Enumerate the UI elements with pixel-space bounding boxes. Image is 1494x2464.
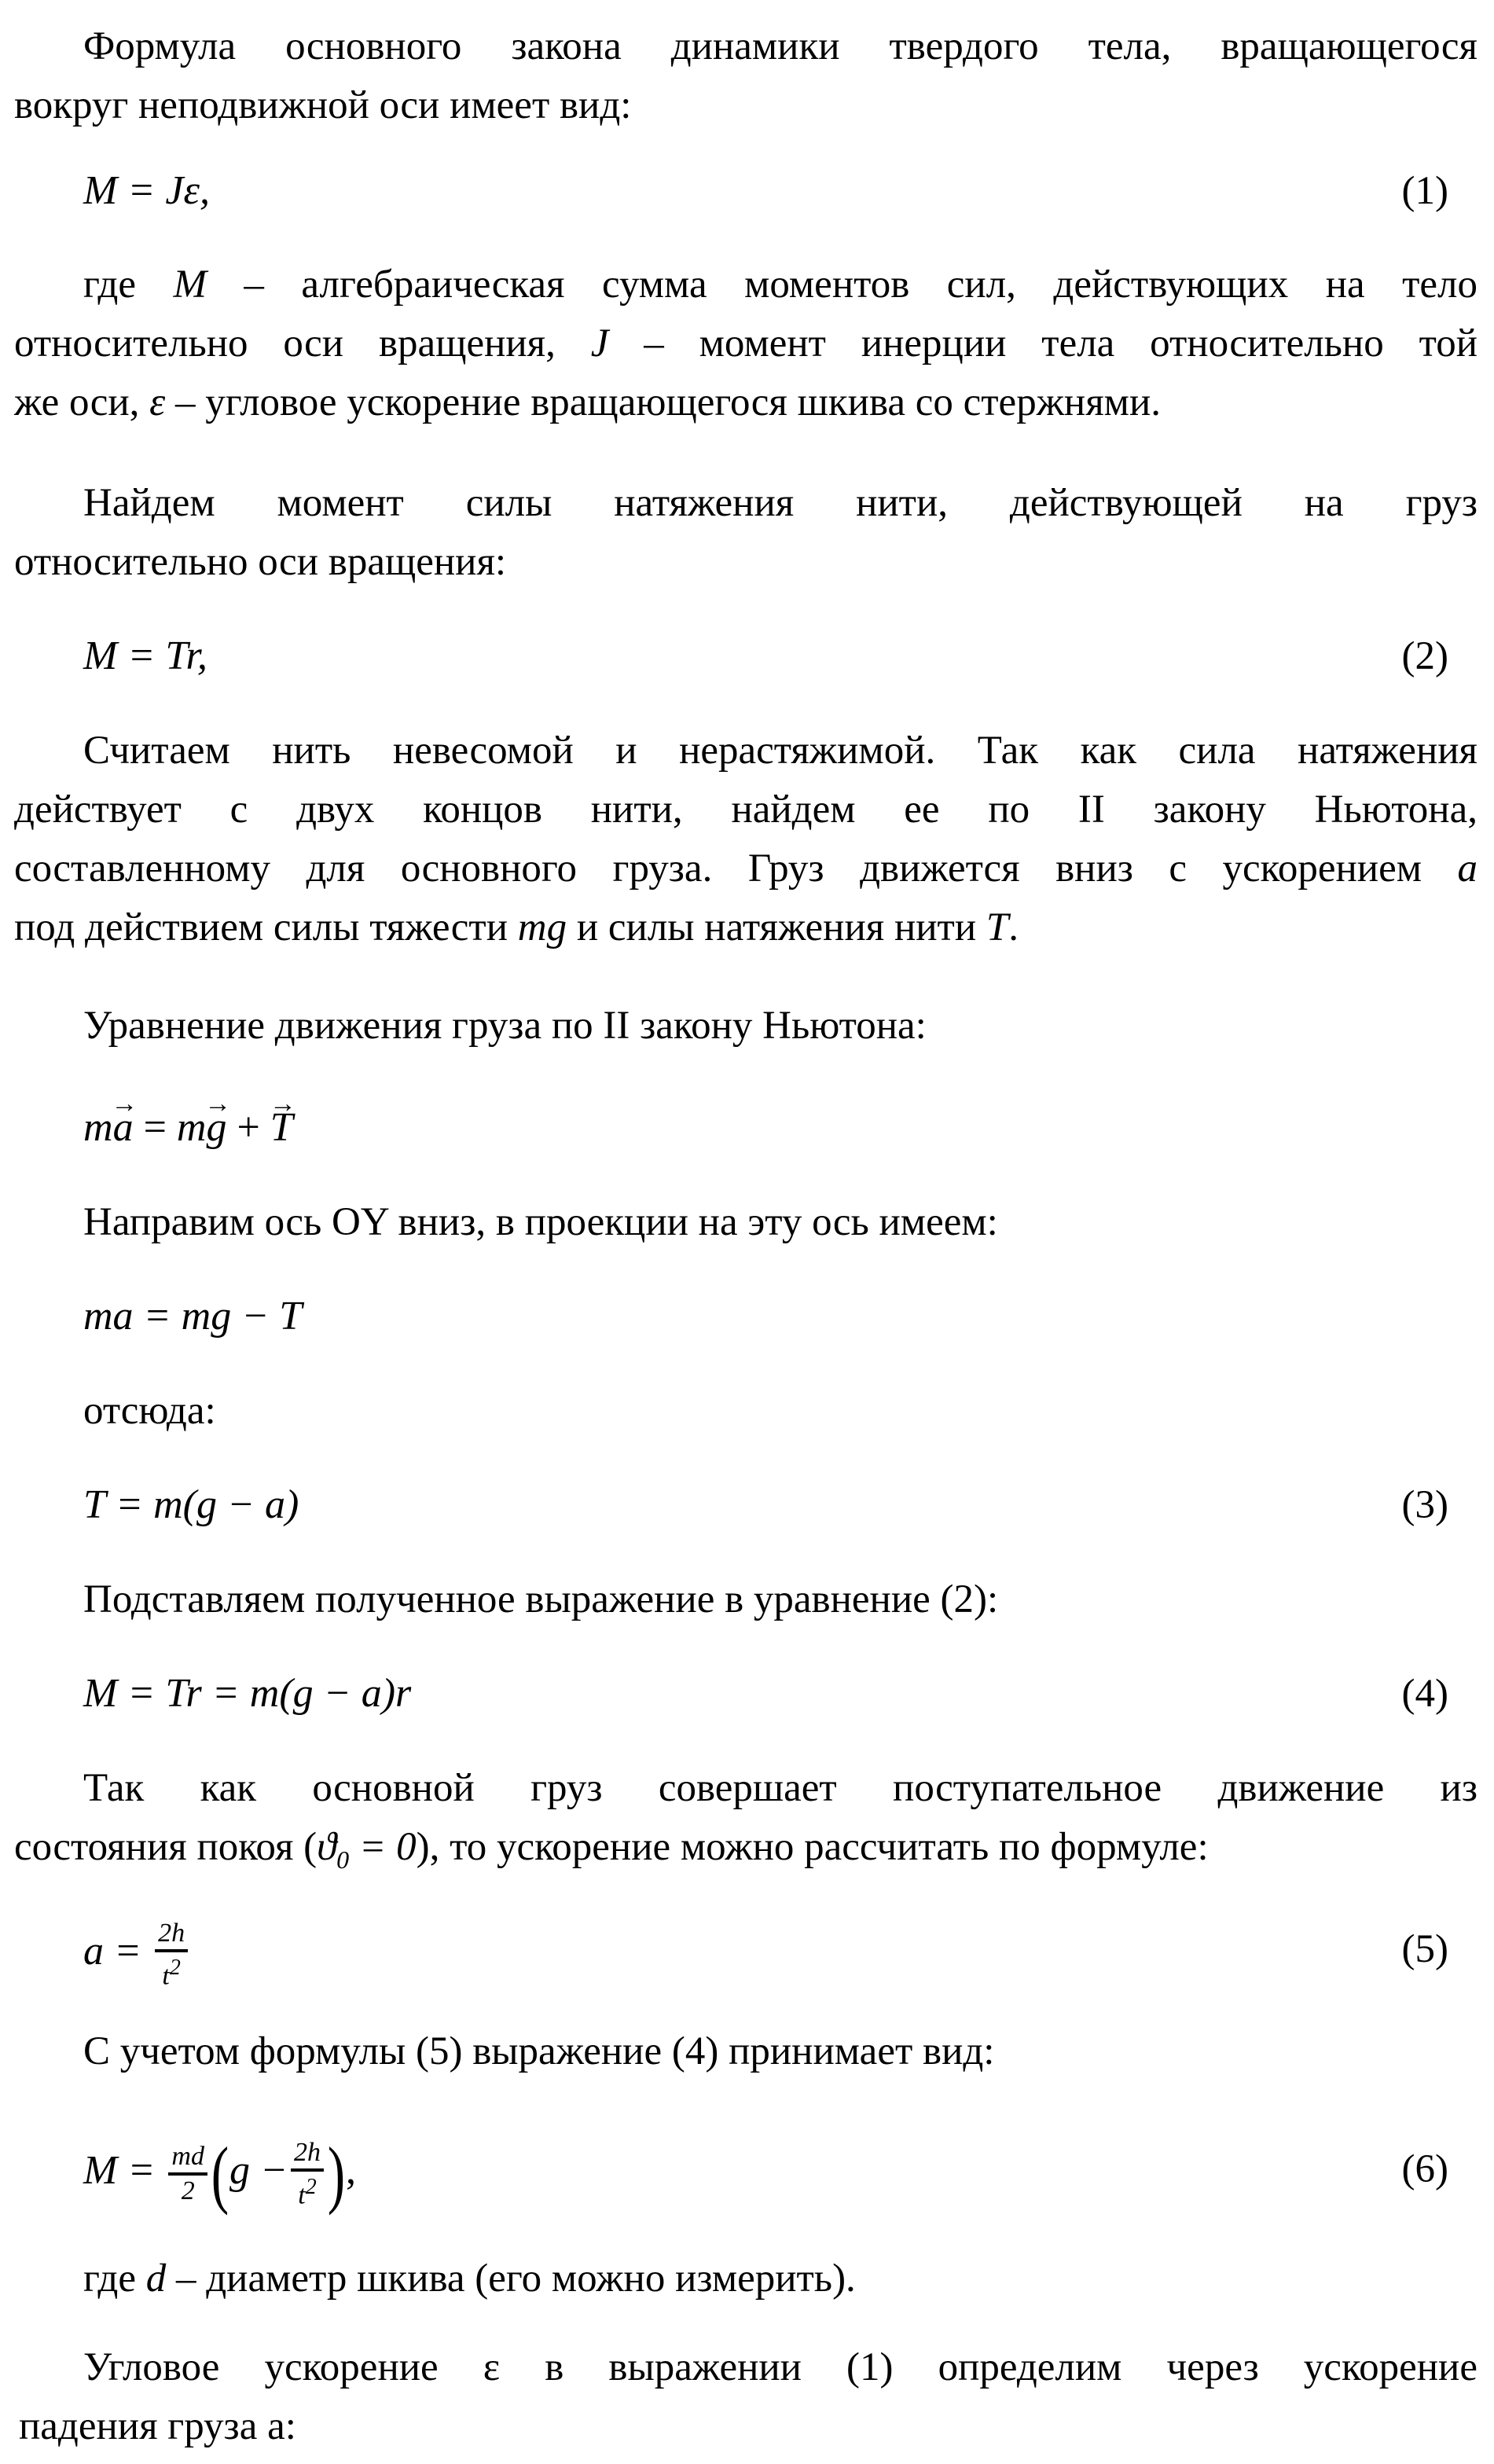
equation-number-2: (2) [1401,634,1448,678]
paragraph-hence [14,1382,1477,1441]
paragraph-substitute [14,1570,1477,1629]
text-line [14,373,1477,432]
text-line: Уравнение движения груза по II закону Ньютона: [83,1004,927,1048]
text-line: С учетом формулы (5) выражение (4) принимает вид: [83,2029,995,2073]
paragraph-acceleration [14,1759,1477,1877]
equation-number-3: (3) [1401,1483,1448,1527]
equation-lhs: a = [83,1929,152,1974]
variable-mg: mg [517,905,567,949]
text-span: . [1008,905,1019,949]
equation-number-5: (5) [1401,1927,1448,1971]
text-line [14,898,1477,957]
right-paren: ) [327,2132,346,2216]
variable-epsilon: ε [149,380,166,424]
paragraph-angular-acceleration [14,2338,1477,2456]
text-line: Так как основной груз совершает поступательное движение из [83,1766,1477,1810]
text-line: Формула основного закона динамики твердого тела, вращающегося [83,24,1477,68]
equation-number-6: (6) [1401,2147,1448,2191]
variable-a: a [1457,846,1477,890]
paragraph-intro [14,17,1477,135]
equation-projection: ma = mg − T [83,1294,303,1338]
text-span: t [298,2180,306,2210]
text-line: Направим ось OY вниз, в проекции на эту ось имеем: [83,1200,998,1244]
equation-3: T = m(g − a) [83,1482,299,1527]
equation-2: M = Tr, [83,633,207,678]
text-span: , [346,2148,356,2193]
plus-sign: + [226,1105,270,1150]
text-line [14,2249,1477,2308]
text-span: и силы натяжения нити [567,905,986,949]
variable-d: d [145,2257,167,2301]
equation-4: M = Tr = m(g − a)r [83,1671,412,1716]
variable-theta: ϑ [317,1825,337,1869]
text-line: относительно оси вращения: [14,540,507,584]
text-span: ), то ускорение можно рассчитать по формуле: [416,1825,1209,1869]
vector-a: → a [113,1100,134,1155]
equation-number-1: (1) [1401,169,1448,213]
text-span: под действием силы тяжести [14,905,518,949]
text-span: – алгебраическая сумма моментов сил, действующих на тело [206,263,1477,307]
paragraph-newton [14,997,1477,1056]
fraction-denominator: 2 [181,2176,195,2206]
text-line: действует с двух концов нити, найдем ее по II закону Ньютона, [14,788,1477,832]
equation-vector [83,1100,293,1155]
text-span: же оси, [14,380,150,424]
paragraph-definitions [14,255,1477,432]
fraction [155,1918,188,1992]
text-line: Найдем момент силы натяжения нити, действующей на груз [83,481,1477,525]
fraction-denominator [291,2172,324,2211]
text-span: относительно оси вращения, [14,321,591,365]
variable-M: M [173,263,207,307]
fraction [168,2141,207,2207]
text-span: = 0 [349,1825,417,1869]
text-line [14,314,1477,373]
fraction [291,2137,324,2211]
text-span: где [83,2257,146,2301]
exponent: 2 [169,1955,181,1980]
text-span: – угловое ускорение вращающегося шкива со стержнями. [165,380,1161,424]
text-line: Считаем нить невесомой и нерастяжимой. Так как сила натяжения [83,729,1477,773]
equation-5 [83,1918,191,1992]
text-line [14,839,1477,898]
paragraph-with-formula-5 [14,2022,1477,2081]
variable-m: m [176,1105,207,1150]
text-span: где [83,263,174,307]
text-line: Угловое ускорение ε в выражении (1) определим через ускорение [83,2345,1477,2389]
text-line [14,255,1477,314]
fraction-numerator: 2h [155,1918,188,1952]
text-span: состояния покоя ( [14,1825,318,1869]
text-span: составленному для основного груза. Груз движется вниз с ускорением [14,846,1458,890]
text-line: вокруг неподвижной оси имеет вид: [14,83,632,127]
equation-number-4: (4) [1401,1672,1448,1716]
text-span: – диаметр шкива (его можно измерить). [166,2257,856,2301]
equation-lhs: M = [83,2148,166,2193]
fraction-denominator [155,1952,188,1992]
text-line: падения груза a: [19,2404,296,2448]
text-span: – момент инерции тела относительно той [608,321,1477,365]
equation-6 [83,2132,356,2216]
paragraph-diameter [14,2249,1477,2308]
text-line: отсюда: [83,1389,216,1433]
text-line: Подставляем полученное выражение в уравнение (2): [83,1577,999,1621]
vector-g: → g [206,1100,226,1155]
text-span: g − [229,2148,288,2193]
variable-m: m [83,1105,113,1150]
exponent: 2 [305,2174,317,2199]
fraction-numerator: md [168,2141,207,2176]
variable-J: J [590,321,609,365]
text-line [14,1818,1477,1877]
variable-T: T [986,905,1009,949]
equation-1: M = Jε, [83,168,210,213]
fraction-numerator: 2h [291,2137,324,2172]
text-span: t [162,1961,170,1991]
paragraph-tension-moment [14,474,1477,592]
paragraph-projection [14,1193,1477,1252]
equals-sign: = [133,1105,177,1150]
vector-T: → T [270,1100,293,1155]
paragraph-thread [14,722,1477,957]
left-paren: ( [211,2132,229,2216]
subscript-zero: 0 [336,1845,350,1875]
